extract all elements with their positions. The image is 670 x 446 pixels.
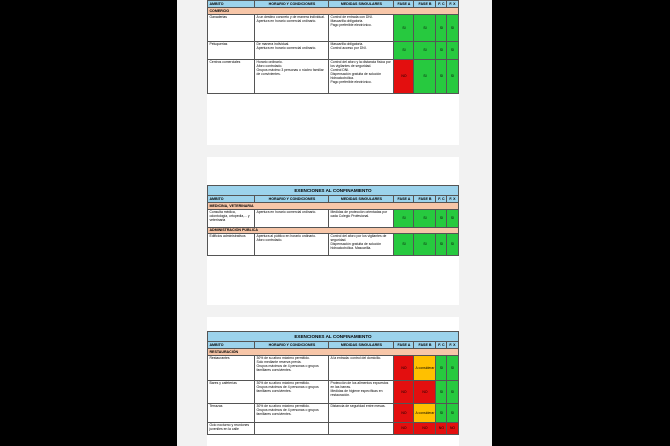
- header-fase-c: F. C: [436, 196, 447, 203]
- phase-c-status: SI: [436, 355, 447, 380]
- phase-c-status: NO: [436, 422, 447, 434]
- cell-horario: 30% de su aforo máximo permitido. Grupos máximos de 4 personas o grupos familiares convivientes.: [255, 380, 329, 403]
- phase-x-status: SI: [447, 233, 458, 255]
- phase-a-status: SI: [394, 233, 414, 255]
- phase-a-status: NO: [394, 422, 414, 434]
- header-ambito: AMBITO: [208, 1, 255, 8]
- cell-medidas: Medidas de protección orientadas por cada Colegio Profesional.: [329, 209, 394, 227]
- phase-c-status: SI: [436, 59, 447, 93]
- header-fase-c: F. C: [436, 342, 447, 349]
- phase-x-status: SI: [447, 209, 458, 227]
- header-fase-b: FASE B: [414, 196, 436, 203]
- table-row: [208, 41, 458, 59]
- document-page-2: [207, 157, 459, 305]
- table-row: [208, 59, 458, 93]
- cell-ambito: Consulta médica, odontología, ortopedia,... y veterinaria: [208, 209, 255, 227]
- cell-horario: De manera individual. Apertura en horario comercial ordinario.: [255, 41, 329, 59]
- table-row: [208, 14, 458, 41]
- cell-medidas: Control del aforo por los vigilantes de seguridad. Dispensación gratuita de solución hidroalcohólica. Mascarilla.: [329, 233, 394, 255]
- section-title: COMERCIO: [208, 8, 458, 14]
- section-title: MEDICINA, VETERINARIA: [208, 203, 458, 209]
- document-viewer[interactable]: [177, 0, 492, 446]
- cell-horario: Horario ordinario. Aforo controlado. Grupos máximo 3 personas o núcleo familiar de convivientes.: [255, 59, 329, 93]
- cell-horario: [255, 422, 329, 434]
- phase-c-status: SI: [436, 209, 447, 227]
- header-horario: HORARIO Y CONDICIONES: [255, 1, 329, 8]
- header-horario: HORARIO Y CONDICIONES: [255, 342, 329, 349]
- cell-horario: 30% de su aforo máximo permitido. Grupos máximos de 4 personas o grupos familiares convivientes.: [255, 403, 329, 422]
- cell-horario: A un destino concreto y de manera individual. Apertura en horario comercial ordinario.: [255, 14, 329, 41]
- phase-a-status: NO: [394, 380, 414, 403]
- phase-a-status: NO: [394, 403, 414, 422]
- phase-c-status: SI: [436, 403, 447, 422]
- phase-b-status: SI: [414, 14, 436, 41]
- header-fase-x: F. X: [447, 196, 458, 203]
- phase-x-status: SI: [447, 380, 458, 403]
- cell-ambito: Edificios administrativos: [208, 233, 255, 255]
- phase-x-status: SI: [447, 41, 458, 59]
- cell-medidas: Protección de los alimentos expuestos en las barras. Medidas de higiene específicas en restauración.: [329, 380, 394, 403]
- phase-c-status: SI: [436, 14, 447, 41]
- table-row: [208, 380, 458, 403]
- phase-b-status: NO: [414, 380, 436, 403]
- cell-ambito: Peluquerias: [208, 41, 255, 59]
- table-title: EXENCIONES AL CONFINAMIENTO: [208, 186, 458, 196]
- table-row: [208, 403, 458, 422]
- table-row: [208, 209, 458, 227]
- cell-horario: 30% de su aforo máximo permitido. Solo mediante reserva previa. Grupos máximos de 4 personas o grupos familiares convivientes.: [255, 355, 329, 380]
- phase-x-status: SI: [447, 14, 458, 41]
- phase-c-status: SI: [436, 41, 447, 59]
- header-fase-a: FASE A: [394, 196, 414, 203]
- cell-medidas: Control de entrada con DNI. Mascarilla obligatoria. Pago preferible electrónico.: [329, 14, 394, 41]
- header-fase-a: FASE A: [394, 1, 414, 8]
- exemptions-table: [207, 185, 458, 256]
- phase-a-status: NO: [394, 59, 414, 93]
- phase-a-status: SI: [394, 41, 414, 59]
- cell-horario: Apertura al público en horario ordinario. Aforo controlado.: [255, 233, 329, 255]
- header-fase-c: F. C: [436, 1, 447, 8]
- phase-b-status: NO: [414, 422, 436, 434]
- cell-medidas: Control del aforo y la distancia física por los vigilantes de seguridad. Control DNI. Dispensación gratuita de solución hidroalcohólica. Pago preferible electrónico.: [329, 59, 394, 93]
- header-fase-b: FASE B: [414, 1, 436, 8]
- header-medidas: MEDIDAS SINGULARES: [329, 196, 394, 203]
- phase-a-status: SI: [394, 14, 414, 41]
- section-title: RESTAURACIÓN: [208, 349, 458, 355]
- phase-x-status: NO: [447, 422, 458, 434]
- phase-a-status: NO: [394, 355, 414, 380]
- phase-b-status: SI: [414, 209, 436, 227]
- header-fase-b: FASE B: [414, 342, 436, 349]
- header-medidas: MEDIDAS SINGULARES: [329, 1, 394, 8]
- table-title: EXENCIONES AL CONFINAMIENTO: [208, 332, 458, 342]
- header-fase-x: F. X: [447, 1, 458, 8]
- cell-medidas: Mascarilla obligatoria. Control acceso por DNI.: [329, 41, 394, 59]
- cell-medidas: A la entrada: control del domicilio.: [329, 355, 394, 380]
- phase-x-status: SI: [447, 59, 458, 93]
- phase-c-status: SI: [436, 233, 447, 255]
- phase-a-status: SI: [394, 209, 414, 227]
- phase-b-status: SI: [414, 41, 436, 59]
- header-fase-a: FASE A: [394, 342, 414, 349]
- header-horario: HORARIO Y CONDICIONES: [255, 196, 329, 203]
- table-row: [208, 355, 458, 380]
- cell-medidas: [329, 422, 394, 434]
- exemptions-table: [207, 0, 458, 94]
- header-fase-x: F. X: [447, 342, 458, 349]
- cell-ambito: Bares y cafeterías: [208, 380, 255, 403]
- phase-x-status: SI: [447, 355, 458, 380]
- cell-ambito: Terrazas: [208, 403, 255, 422]
- exemptions-table: [207, 331, 458, 435]
- section-title: ADMINISTRACIÓN PÚBLICA: [208, 227, 458, 233]
- header-medidas: MEDIDAS SINGULARES: [329, 342, 394, 349]
- cell-ambito: Ocio nocturno y reuniones juveniles en la calle: [208, 422, 255, 434]
- header-ambito: AMBITO: [208, 196, 255, 203]
- table-row: [208, 233, 458, 255]
- cell-ambito: Ganaderias: [208, 14, 255, 41]
- phase-x-status: SI: [447, 403, 458, 422]
- table-row: [208, 422, 458, 434]
- phase-b-status: SI: [414, 59, 436, 93]
- cell-ambito: Centros comerciales: [208, 59, 255, 93]
- phase-b-status: SI: [414, 233, 436, 255]
- header-ambito: AMBITO: [208, 342, 255, 349]
- phase-b-status: A considerar: [414, 403, 436, 422]
- phase-c-status: SI: [436, 380, 447, 403]
- cell-ambito: Restaurantes: [208, 355, 255, 380]
- document-page-1: [207, 0, 459, 145]
- cell-medidas: Distancia de seguridad entre mesas.: [329, 403, 394, 422]
- document-page-3: [207, 317, 459, 446]
- cell-horario: Apertura en horario comercial ordinario.: [255, 209, 329, 227]
- phase-b-status: A considerar: [414, 355, 436, 380]
